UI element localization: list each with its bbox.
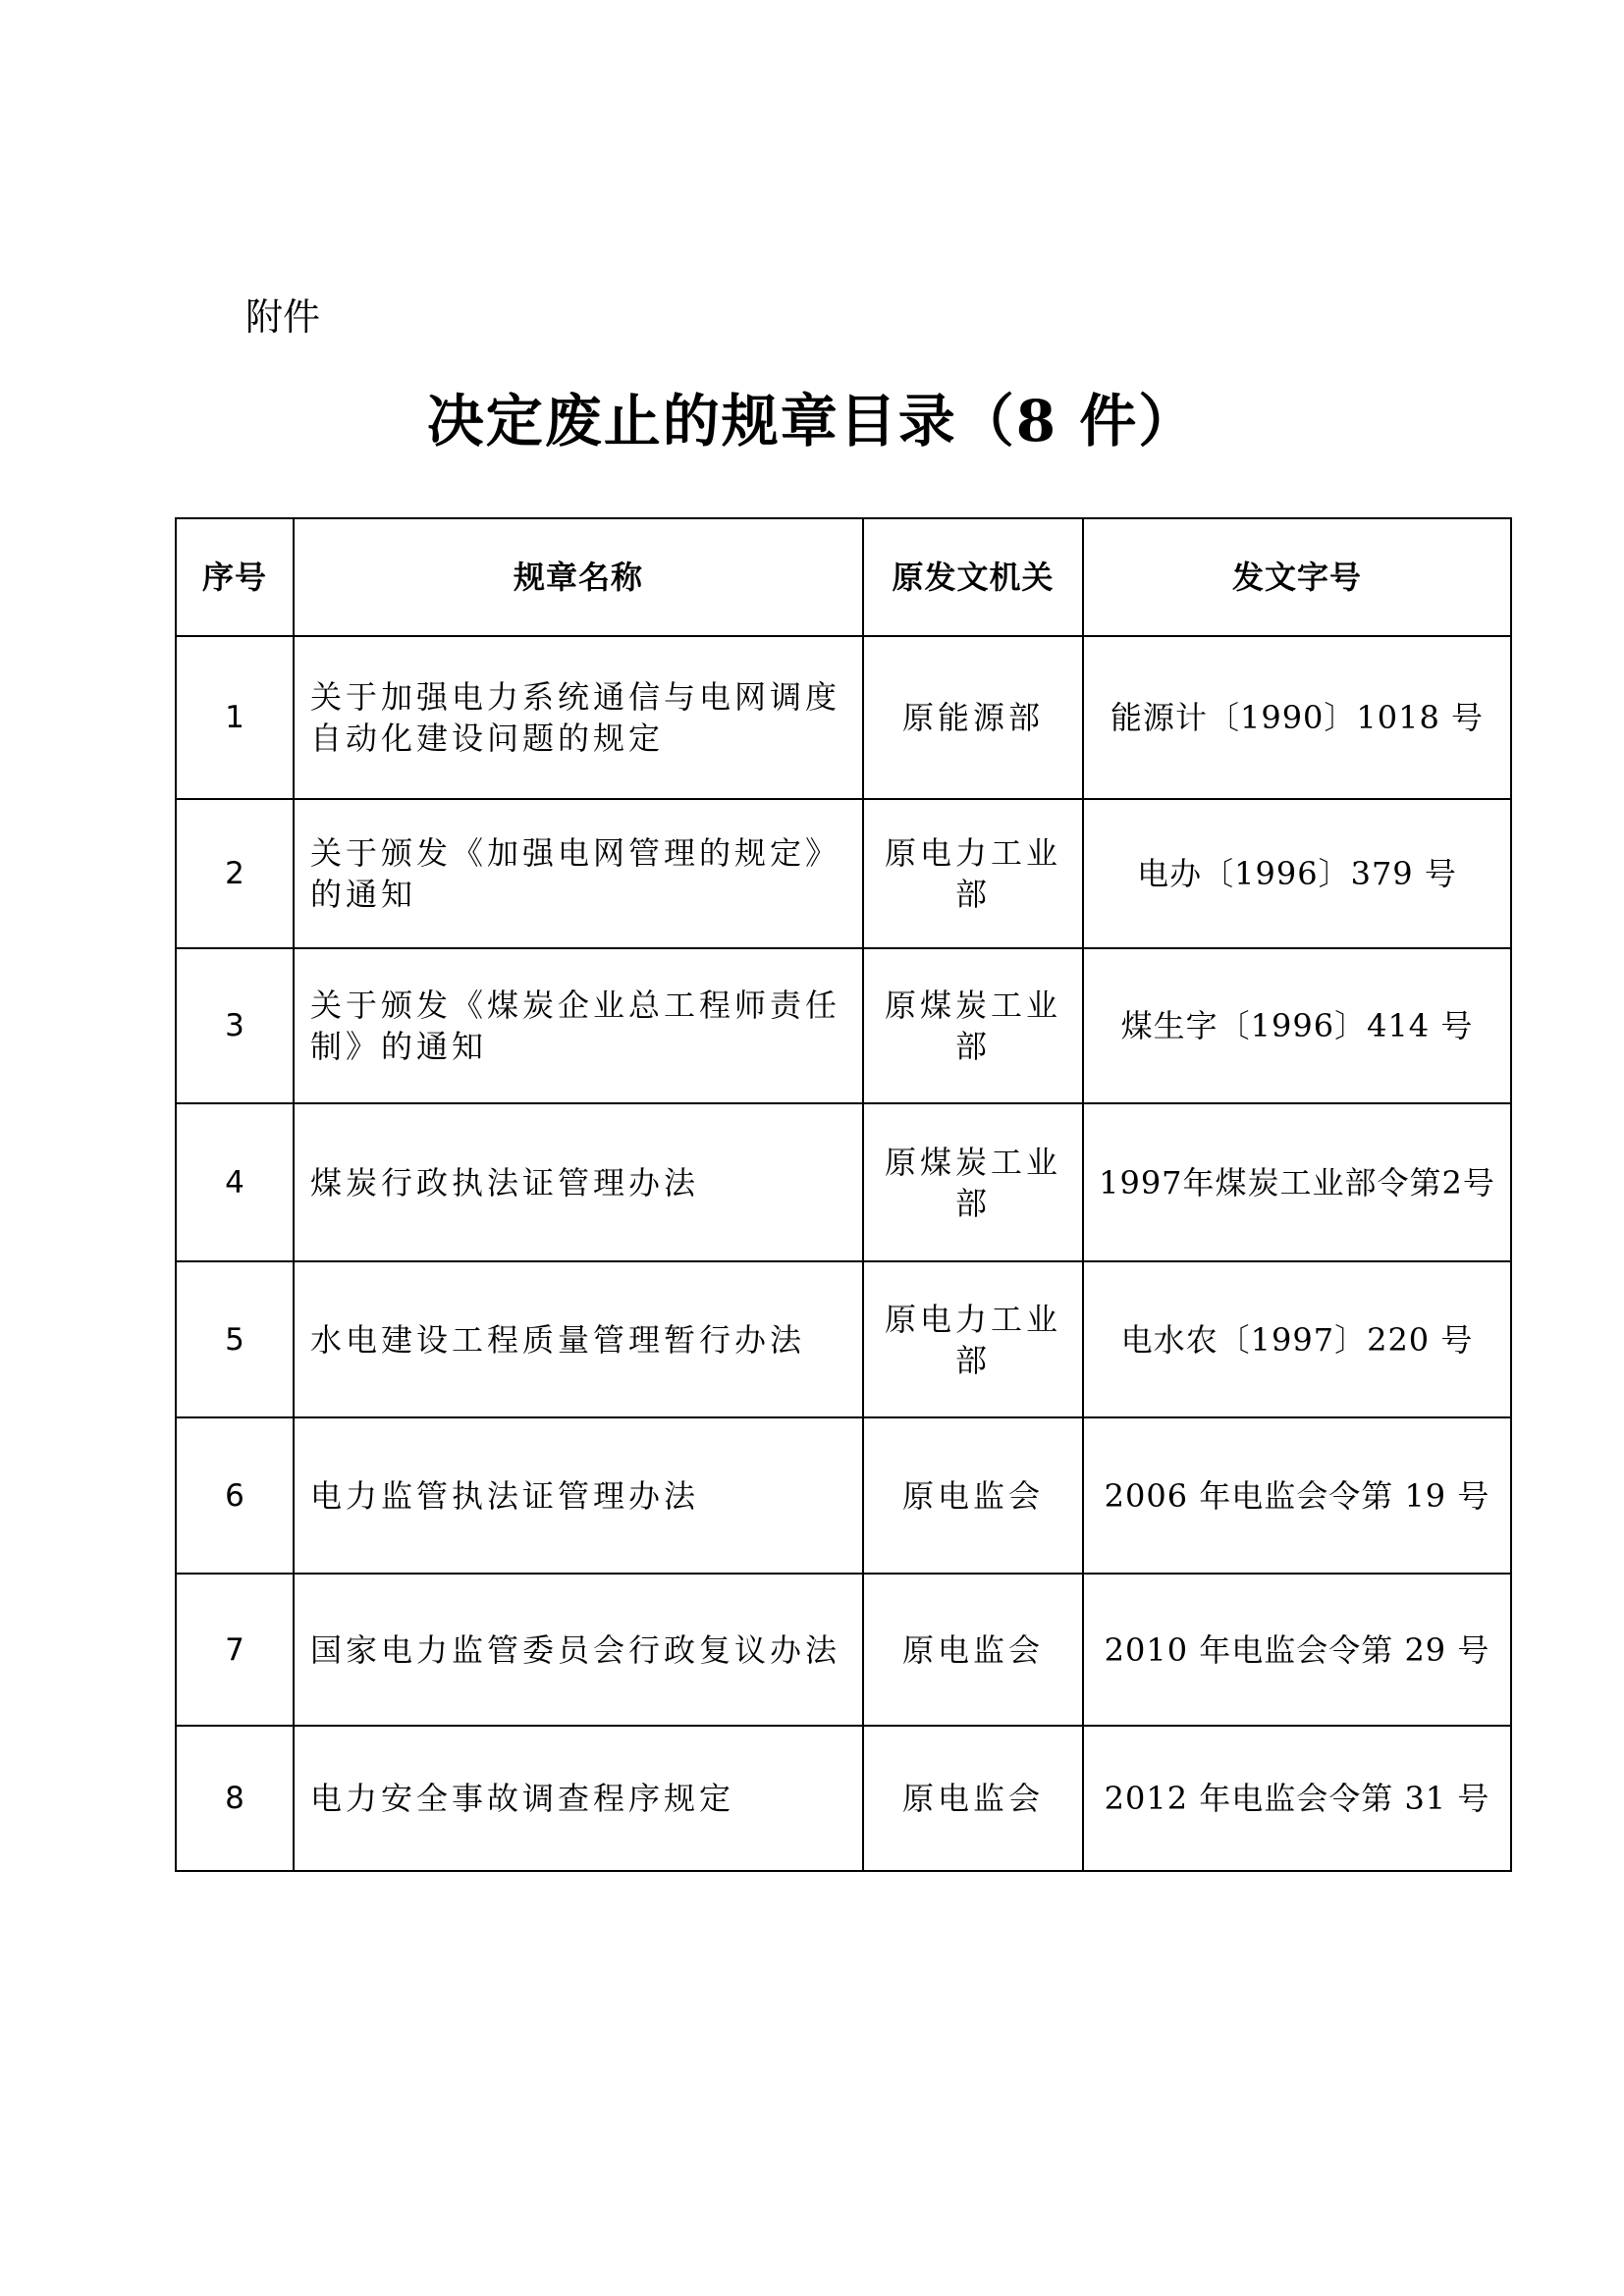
row-issuing-authority: 原能源部 (863, 636, 1083, 799)
row-serial: 1 (176, 636, 294, 799)
row-serial: 6 (176, 1417, 294, 1574)
table-row (176, 1574, 1511, 1726)
table-row (176, 1726, 1511, 1871)
row-serial: 4 (176, 1103, 294, 1261)
row-regulation-name: 关于颁发《加强电网管理的规定》的通知 (294, 799, 863, 948)
row-serial: 5 (176, 1261, 294, 1417)
row-regulation-name: 煤炭行政执法证管理办法 (294, 1103, 863, 1261)
table-row (176, 1261, 1511, 1417)
row-issuing-authority: 原电监会 (863, 1726, 1083, 1871)
row-document-number: 电水农〔1997〕220 号 (1083, 1261, 1511, 1417)
row-document-number: 能源计〔1990〕1018 号 (1083, 636, 1511, 799)
row-document-number: 煤生字〔1996〕414 号 (1083, 948, 1511, 1103)
row-regulation-name: 水电建设工程质量管理暂行办法 (294, 1261, 863, 1417)
attachment-label: 附件 (245, 295, 321, 339)
row-serial: 2 (176, 799, 294, 948)
table-row (176, 799, 1511, 948)
header-regulation-name: 规章名称 (294, 518, 863, 636)
table-row (176, 1103, 1511, 1261)
row-serial: 3 (176, 948, 294, 1103)
row-document-number: 2012 年电监会令第 31 号 (1083, 1726, 1511, 1871)
document-title: 决定废止的规章目录（8 件） (426, 388, 1198, 454)
table-header-row (176, 518, 1511, 636)
row-serial: 7 (176, 1574, 294, 1726)
row-issuing-authority: 原电力工业部 (863, 1261, 1083, 1417)
row-issuing-authority: 原电监会 (863, 1417, 1083, 1574)
table-row (176, 948, 1511, 1103)
row-serial: 8 (176, 1726, 294, 1871)
row-document-number: 2010 年电监会令第 29 号 (1083, 1574, 1511, 1726)
row-regulation-name: 电力监管执法证管理办法 (294, 1417, 863, 1574)
row-document-number: 电办〔1996〕379 号 (1083, 799, 1511, 948)
row-issuing-authority: 原煤炭工业部 (863, 1103, 1083, 1261)
table-row (176, 636, 1511, 799)
header-issuing-authority: 原发文机关 (863, 518, 1083, 636)
row-regulation-name: 关于颁发《煤炭企业总工程师责任制》的通知 (294, 948, 863, 1103)
row-document-number: 2006 年电监会令第 19 号 (1083, 1417, 1511, 1574)
row-regulation-name: 关于加强电力系统通信与电网调度自动化建设问题的规定 (294, 636, 863, 799)
header-serial: 序号 (176, 518, 294, 636)
header-document-number: 发文字号 (1083, 518, 1511, 636)
row-regulation-name: 电力安全事故调查程序规定 (294, 1726, 863, 1871)
row-document-number: 1997年煤炭工业部令第2号 (1083, 1103, 1511, 1261)
table-row (176, 1417, 1511, 1574)
regulations-table (175, 517, 1512, 1872)
row-issuing-authority: 原电力工业部 (863, 799, 1083, 948)
row-issuing-authority: 原电监会 (863, 1574, 1083, 1726)
row-issuing-authority: 原煤炭工业部 (863, 948, 1083, 1103)
row-regulation-name: 国家电力监管委员会行政复议办法 (294, 1574, 863, 1726)
